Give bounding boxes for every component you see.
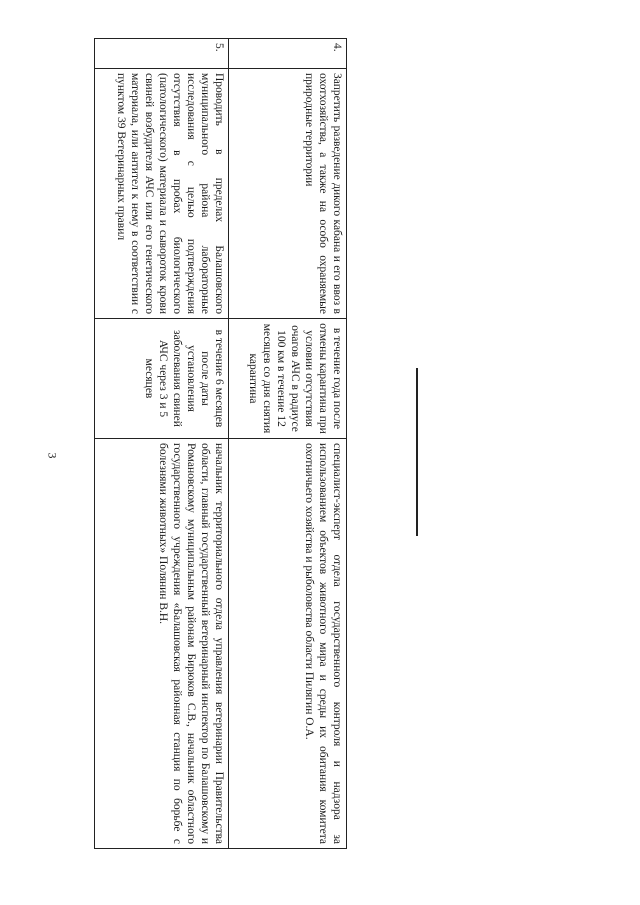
closing-divider-line bbox=[416, 368, 418, 536]
table-row bbox=[229, 39, 347, 849]
measure-cell: Запретить разведение дикого кабана и его ввоз в охотхозяйства, а также на особо охраняемые природные территории bbox=[229, 69, 347, 319]
row-number: 4. bbox=[229, 39, 347, 69]
document-table-area bbox=[95, 38, 347, 848]
table-row bbox=[95, 39, 229, 849]
term-cell: в течение года после отмены карантина при условии отсутствия очагов АЧС в радиусе 100 км в течение 12 месяцев со дня снятия карантина bbox=[229, 319, 347, 439]
page-number: 3 bbox=[45, 452, 60, 459]
responsible-cell: специалист-эксперт отдела государственного контроля и надзора за использованием объектов животного мира и среды их обитания комитета охотничьего хозяйства и рыболовства области Пилягин О.А. bbox=[229, 439, 347, 849]
row-number: 5. bbox=[95, 39, 229, 69]
term-cell: в течение 6 месяцев после даты установления заболевания свиней АЧС через 3 и 5 месяцев bbox=[95, 319, 229, 439]
responsible-cell: начальник территориального отдела управления ветеринарии Правительства области, главный государственный ветеринарный инспектор по Балашовскому и Романовскому муниципальным районам Бирюков С.В., начальник областного государственного учреждения «Балашовская районная станция по борьбе с болезнями животных» Полянин В.Н. bbox=[95, 439, 229, 849]
measures-table bbox=[94, 38, 347, 849]
measure-cell: Проводить в пределах Балашовского муниципального района лабораторные исследования с целью подтверждения отсутствия в пробах биологического (патологического) материала и сывороток крови свиней возбудителя АЧС или его генетического материала, или антител к нему в соответствии с пунктом 39 Ветеринарных правил bbox=[95, 69, 229, 319]
